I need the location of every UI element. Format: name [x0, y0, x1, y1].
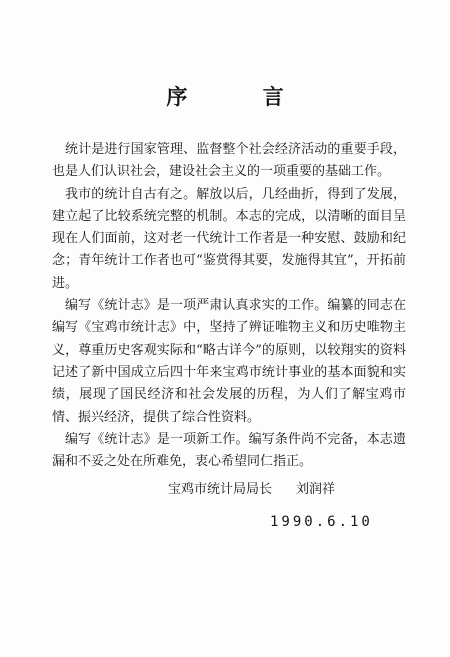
- document-date: 1990.6.10: [270, 514, 373, 530]
- signature-organization: 宝鸡市统计局局长: [168, 482, 273, 497]
- paragraph-1: 统计是进行国家管理、监督整个社会经济活动的重要手段，也是人们认识社会，建设社会主义的一项重要的基础工作。: [52, 142, 406, 180]
- signature-line: [168, 481, 335, 499]
- paragraph-4: 编写《统计志》是一项新工作。编写条件尚不完备，本志遗漏和不妥之处在所难免，衷心希望同仁指正。: [52, 431, 406, 470]
- preface-body: [52, 139, 406, 473]
- page-title: 序 言: [166, 84, 318, 109]
- signature-author: 刘润祥: [296, 482, 336, 497]
- paragraph-2: 我市的统计自古有之。解放以后，几经曲折，得到了发展，建立起了比较系统完整的机制。本志的完成，以清晰的面目呈现在人们面前，这对老一代统计工作者是一种安慰、鼓励和纪念；青年统计工作者也可“鉴赏得其要，发施得其宜”，开拓前进。: [52, 186, 406, 291]
- paragraph-3: 编写《统计志》是一项严肃认真求实的工作。编纂的同志在编写《宝鸡市统计志》中，坚持了辨证唯物主义和历史唯物主义，尊重历史客观实际和“略古详今”的原则，以较翔实的资料记述了新中国成立后四十年来宝鸡市统计事业的基本面貌和实绩，展现了国民经济和社会发展的历程，为人们了解宝鸡市情、振兴经济，提供了综合性资料。: [52, 298, 406, 425]
